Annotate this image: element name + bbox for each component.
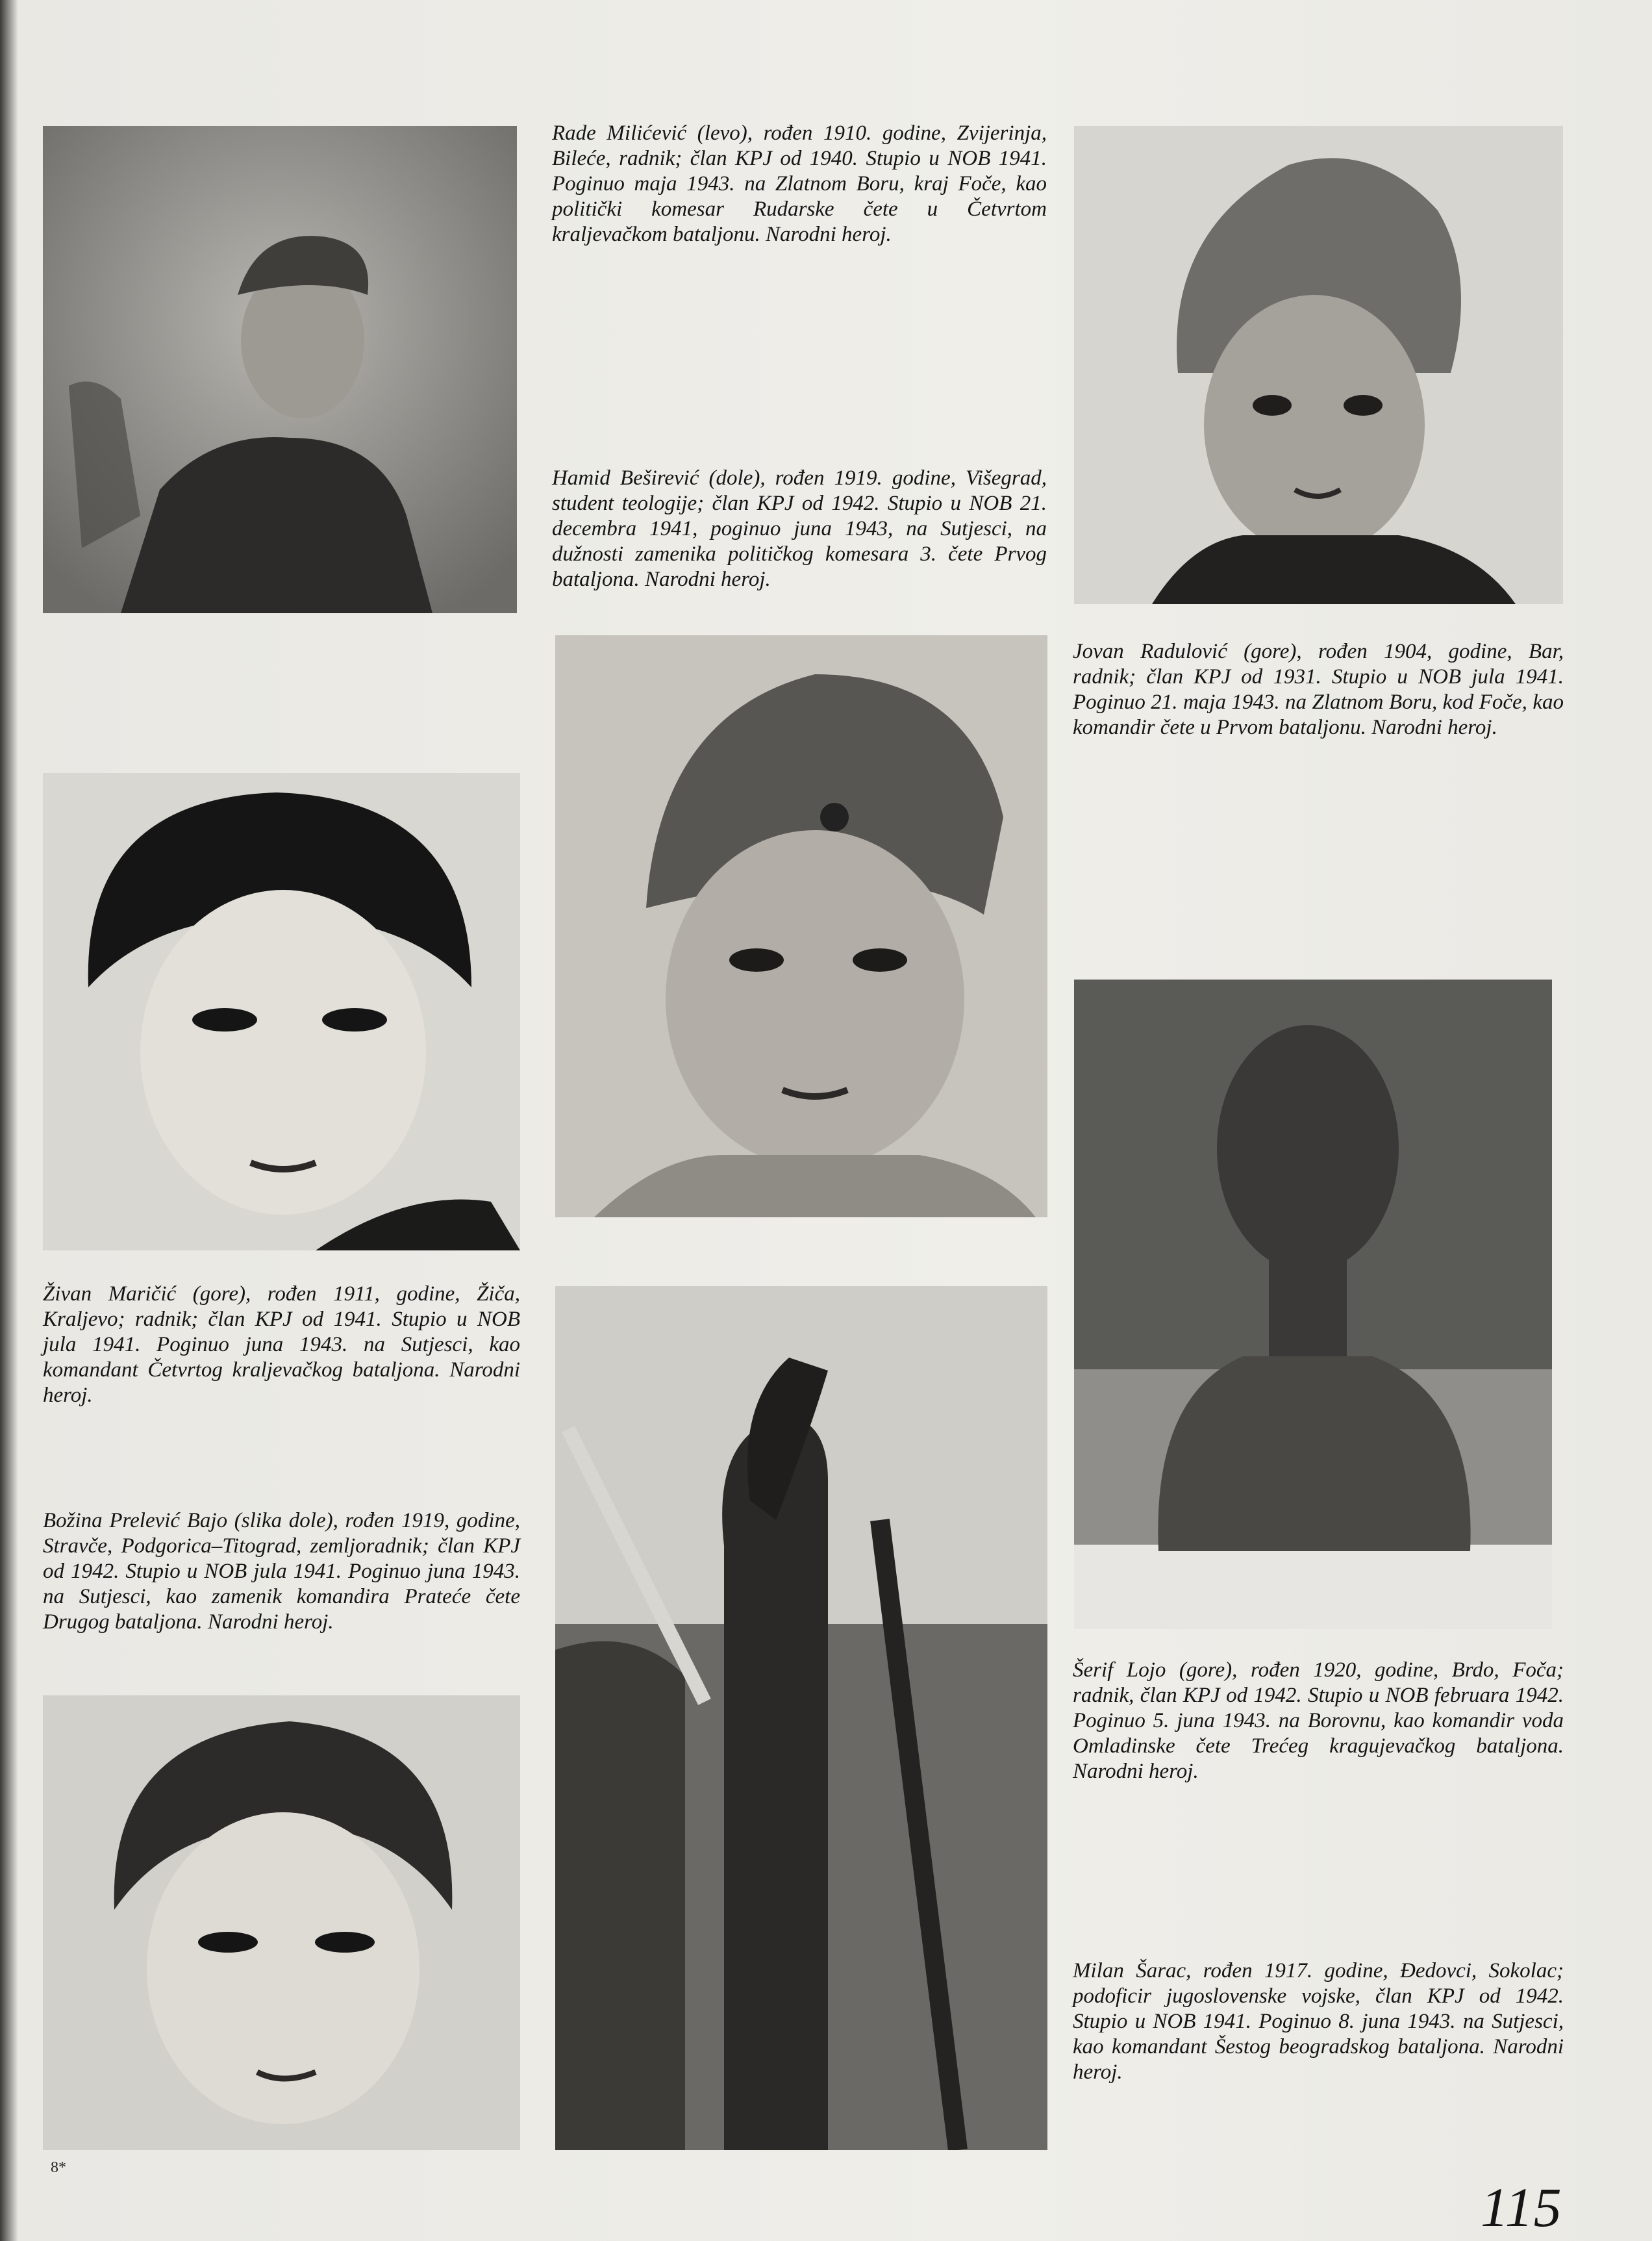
photo-milan-sarac	[555, 1286, 1047, 2150]
caption-bozina-prelevic: Božina Prelević Bajo (slika dole), rođen 1919, godine, Stravče, Podgorica–Titograd, zemljoradnik; član KPJ od 1942. Stupio u NOB jula 1941. Poginuo juna 1943. na Sutjesci, kao zamenik komandira Prateće čete Drugog bataljona. Narodni heroj.	[43, 1509, 520, 1634]
caption-rade-milicevic: Rade Milićević (levo), rođen 1910. godine, Zvijerinja, Bileće, radnik; član KPJ od 1940. Stupio u NOB 1941. Poginuo maja 1943. na Zlatnom Boru, kraj Foče, kao politički komesar Rudarske čete u Četvrtom kraljevačkom bataljonu. Narodni heroj.	[552, 121, 1047, 246]
caption-zivan-maricic: Živan Maričić (gore), rođen 1911, godine, Žiča, Kraljevo; radnik; član KPJ od 1941. Stupio u NOB jula 1941. Poginuo juna 1943. na Sutjesci, kao komandant Četvrtog kraljevačkog bataljona. Narodni heroj.	[43, 1282, 520, 1407]
page-number: 115	[1481, 2176, 1562, 2238]
photo-rade-milicevic	[43, 126, 517, 613]
photo-zivan-maricic	[43, 773, 520, 1250]
photo-hamid-besirevic	[555, 635, 1047, 1217]
caption-jovan-radulovic: Jovan Radulović (gore), rođen 1904, godine, Bar, radnik; član KPJ od 1931. Stupio u NOB jula 1941. Poginuo 21. maja 1943. na Zlatnom Boru, kod Foče, kao komandir čete u Prvom bataljonu. Narodni heroj.	[1073, 640, 1564, 739]
folio-mark: 8*	[51, 2159, 66, 2176]
photo-bozina-prelevic	[43, 1695, 520, 2150]
caption-milan-sarac: Milan Šarac, rođen 1917. godine, Đedovci, Sokolac; podoficir jugoslovenske vojske, član KPJ od 1942. Stupio u NOB 1941. Poginuo 8. juna 1943. na Sutjesci, kao komandant Šestog beogradskog bataljona. Narodni heroj.	[1073, 1959, 1564, 2084]
photo-jovan-radulovic	[1074, 126, 1563, 604]
caption-serif-lojo: Šerif Lojo (gore), rođen 1920, godine, Brdo, Foča; radnik, član KPJ od 1942. Stupio u NOB februara 1942. Poginuo 5. juna 1943. na Borovnu, kao komandir voda Omladinske čete Trećeg kragujevačkog bataljona. Narodni heroj.	[1073, 1658, 1564, 1783]
photo-serif-lojo-bust	[1074, 980, 1552, 1629]
caption-hamid-besirevic: Hamid Beširević (dole), rođen 1919. godine, Višegrad, student teologije; član KPJ od 1942. Stupio u NOB 21. decembra 1941, poginuo juna 1943, na Sutjesci, na dužnosti zamenika političkog komesara 3. čete Prvog bataljona. Narodni heroj.	[552, 466, 1047, 591]
